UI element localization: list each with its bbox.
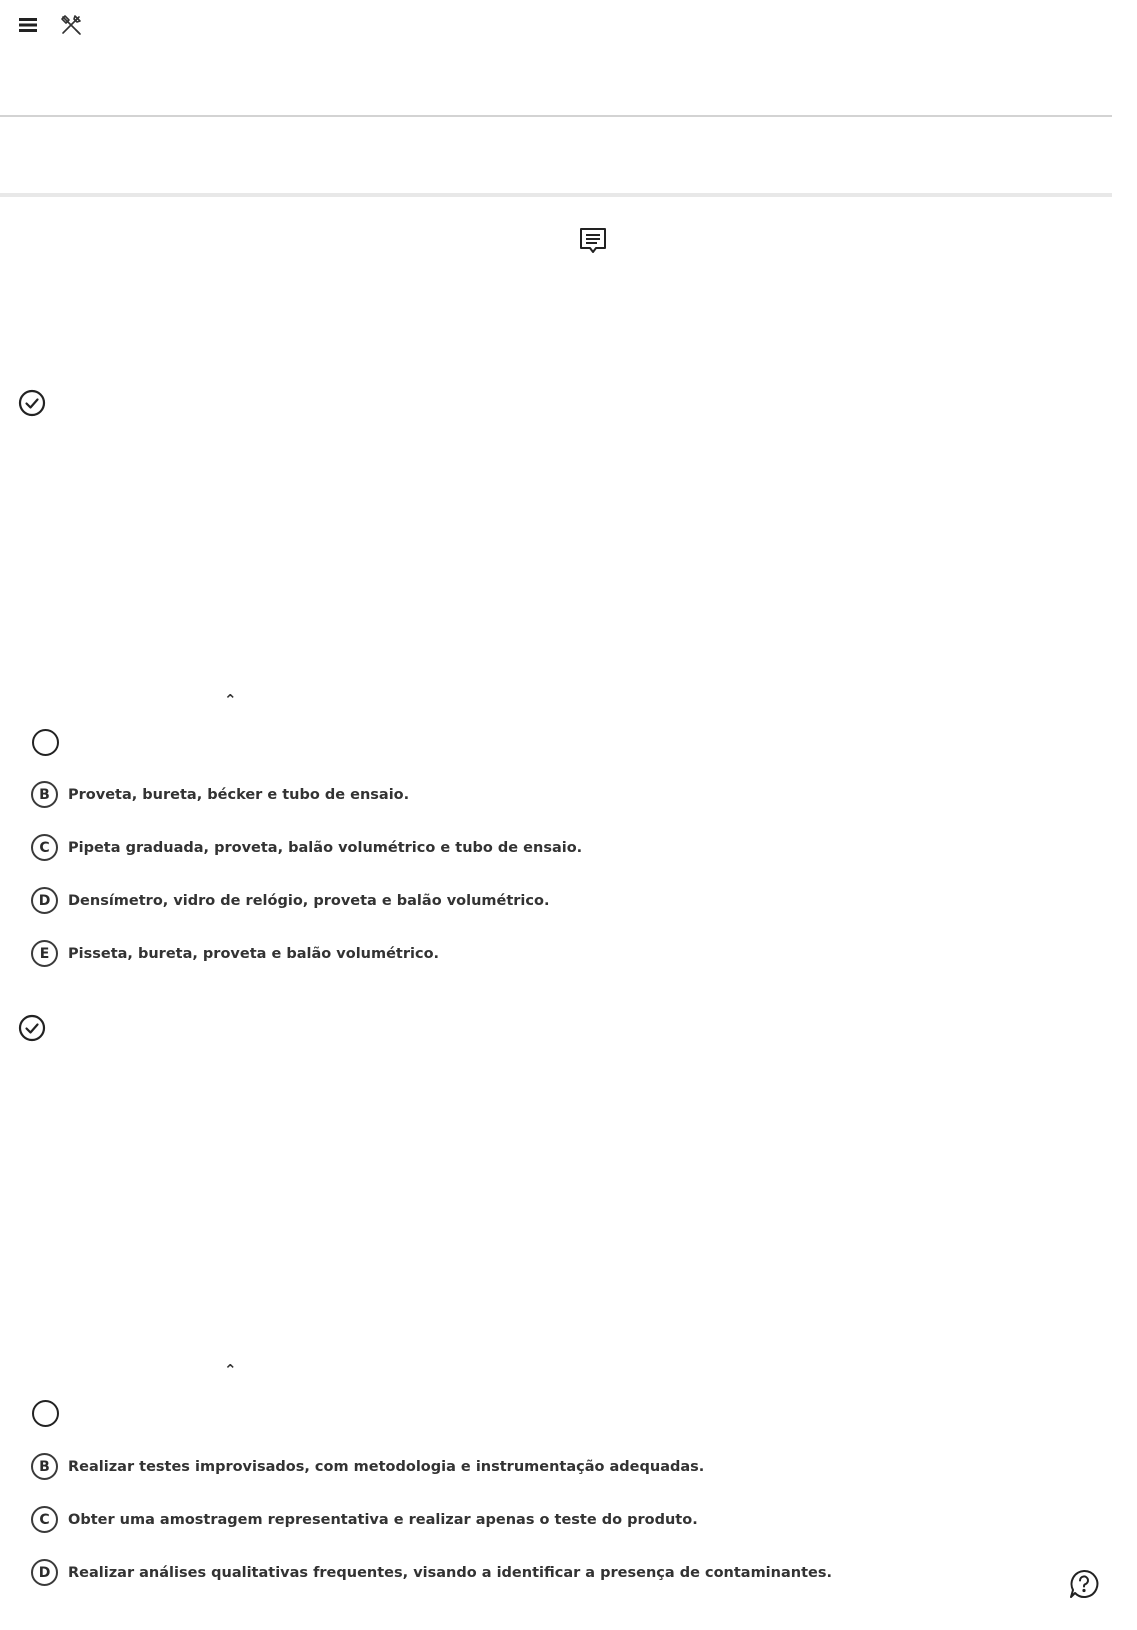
comment-icon: [579, 227, 607, 260]
option-a-radio[interactable]: [32, 729, 59, 756]
option-e[interactable]: [31, 940, 439, 967]
section-divider: [0, 193, 1112, 197]
option-text: Realizar análises qualitativas frequentes, visando a identificar a presença de contaminantes.: [68, 1564, 832, 1581]
tools-crossed-icon: [60, 14, 82, 41]
option-d[interactable]: [31, 887, 549, 914]
option-text: Pipeta graduada, proveta, balão volumétrico e tubo de ensaio.: [68, 839, 583, 856]
option-text: Densímetro, vidro de relógio, proveta e balão volumétrico.: [68, 892, 550, 909]
tools-button[interactable]: [56, 12, 86, 42]
menu-button[interactable]: [14, 14, 42, 40]
help-button[interactable]: [1068, 1570, 1100, 1602]
option-text: Obter uma amostragem representativa e realizar apenas o teste do produto.: [68, 1511, 698, 1528]
option-letter: D: [31, 1559, 58, 1586]
option-letter: E: [31, 940, 58, 967]
help-chat-icon: [1069, 1569, 1099, 1604]
comment-button[interactable]: [578, 228, 608, 258]
check-circle-icon: [18, 389, 46, 417]
option-d[interactable]: [31, 1559, 832, 1586]
option-letter: C: [31, 834, 58, 861]
check-circle-icon: [18, 1014, 46, 1042]
option-letter: C: [31, 1506, 58, 1533]
option-letter: D: [31, 887, 58, 914]
option-letter: B: [31, 781, 58, 808]
option-text: Realizar testes improvisados, com metodologia e instrumentação adequadas.: [68, 1458, 705, 1475]
option-c[interactable]: [31, 834, 582, 861]
option-a-radio[interactable]: [32, 1400, 59, 1427]
option-text: Proveta, bureta, bécker e tubo de ensaio.: [68, 786, 410, 803]
option-b[interactable]: [31, 1453, 704, 1480]
option-text: Pisseta, bureta, proveta e balão volumétrico.: [68, 945, 440, 962]
option-b[interactable]: [31, 781, 409, 808]
header-divider: [0, 115, 1112, 117]
caret-up-icon[interactable]: ⌃: [224, 691, 237, 709]
option-letter: B: [31, 1453, 58, 1480]
option-c[interactable]: [31, 1506, 698, 1533]
hamburger-menu-icon: [19, 17, 37, 38]
caret-up-icon[interactable]: ⌃: [224, 1361, 237, 1379]
